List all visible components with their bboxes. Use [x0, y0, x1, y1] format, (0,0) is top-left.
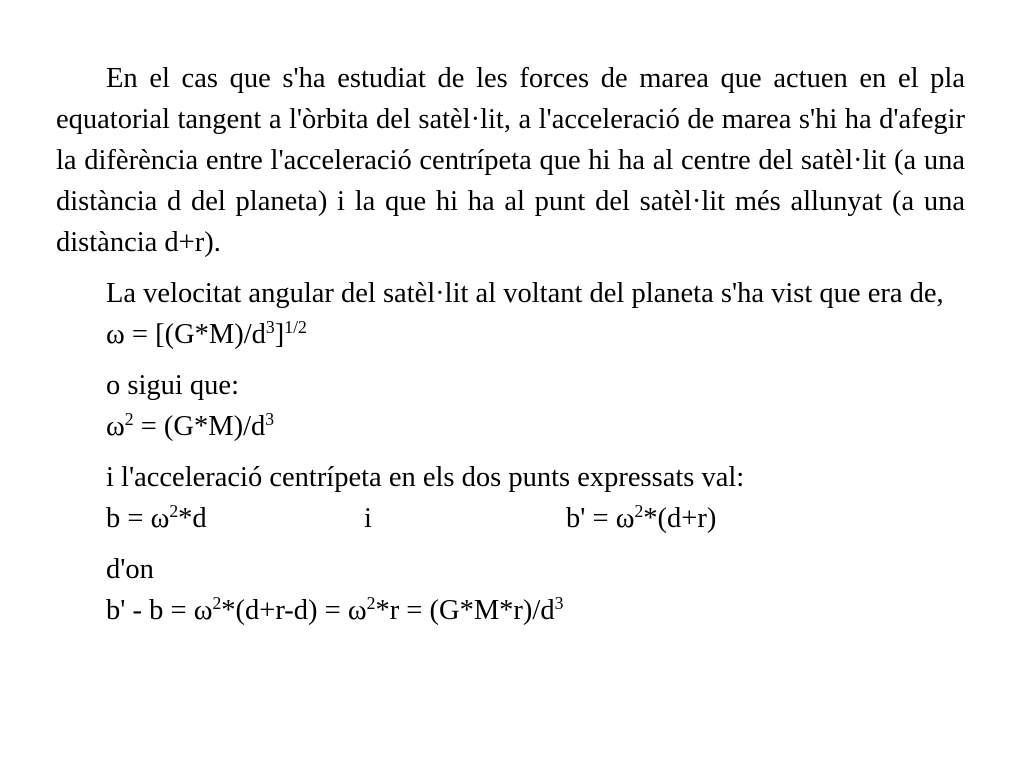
equation-difference-part-a: b' - b = ω: [106, 595, 213, 626]
text-don: d'on: [106, 554, 154, 585]
document-page: [56, 58, 965, 631]
equation-omega: [56, 314, 965, 355]
equation-b-values: [56, 498, 965, 539]
equation-b: [106, 498, 364, 539]
equation-b-prime-rhs: *(d+r): [643, 503, 717, 534]
equation-conjunction: i: [364, 503, 372, 534]
equation-omega-bracket: ]: [274, 319, 285, 350]
equation-difference-part-c: *r = (G*M*r)/d: [375, 595, 555, 626]
text-centripetal-acceleration: i l'acceleració centrípeta en els dos punts expressats val:: [106, 462, 745, 493]
paragraph-tidal-forces: En el cas que s'ha estudiat de les forces de marea que actuen en el pla equatorial tangent a l'òrbita del satèl·lit, a l'acceleració de marea s'hi ha d'afegir la difèrència entre l'acceleració centrípeta que hi ha al centre del satèl·lit (a una distància d del planeta) i la que hi ha al punt del satèl·lit més allunyat (a una distància d+r).: [56, 63, 965, 258]
equation-omega-squared-symbol: ω: [106, 411, 125, 442]
equation-b-rhs: *d: [178, 503, 207, 534]
text-sigui-que: o sigui que:: [106, 370, 239, 401]
equation-b-lhs: b = ω: [106, 503, 170, 534]
equation-omega-exponent-half: 1/2: [284, 317, 307, 338]
equation-difference-exponent-1: 2: [212, 593, 222, 614]
equation-omega-exponent-3: 3: [265, 317, 275, 338]
equation-b-prime-exponent: 2: [634, 501, 644, 522]
equation-difference-exponent-2: 2: [366, 593, 376, 614]
equation-omega-main: ω = [(G*M)/d: [106, 319, 266, 350]
equation-omega-squared-d-exponent: 3: [265, 409, 275, 430]
equation-difference-exponent-3: 3: [554, 593, 564, 614]
equation-omega-squared-exponent: 2: [124, 409, 134, 430]
equation-omega-squared: [56, 406, 965, 447]
equation-omega-squared-rhs: = (G*M)/d: [133, 411, 266, 442]
equation-difference: [56, 590, 965, 631]
equation-b-prime-lhs: b' = ω: [566, 503, 635, 534]
equation-b-prime: [566, 498, 716, 539]
equation-difference-part-b: *(d+r-d) = ω: [221, 595, 367, 626]
paragraph-angular-velocity: La velocitat angular del satèl·lit al voltant del planeta s'ha vist que era de,: [106, 278, 944, 309]
equation-b-exponent: 2: [169, 501, 179, 522]
